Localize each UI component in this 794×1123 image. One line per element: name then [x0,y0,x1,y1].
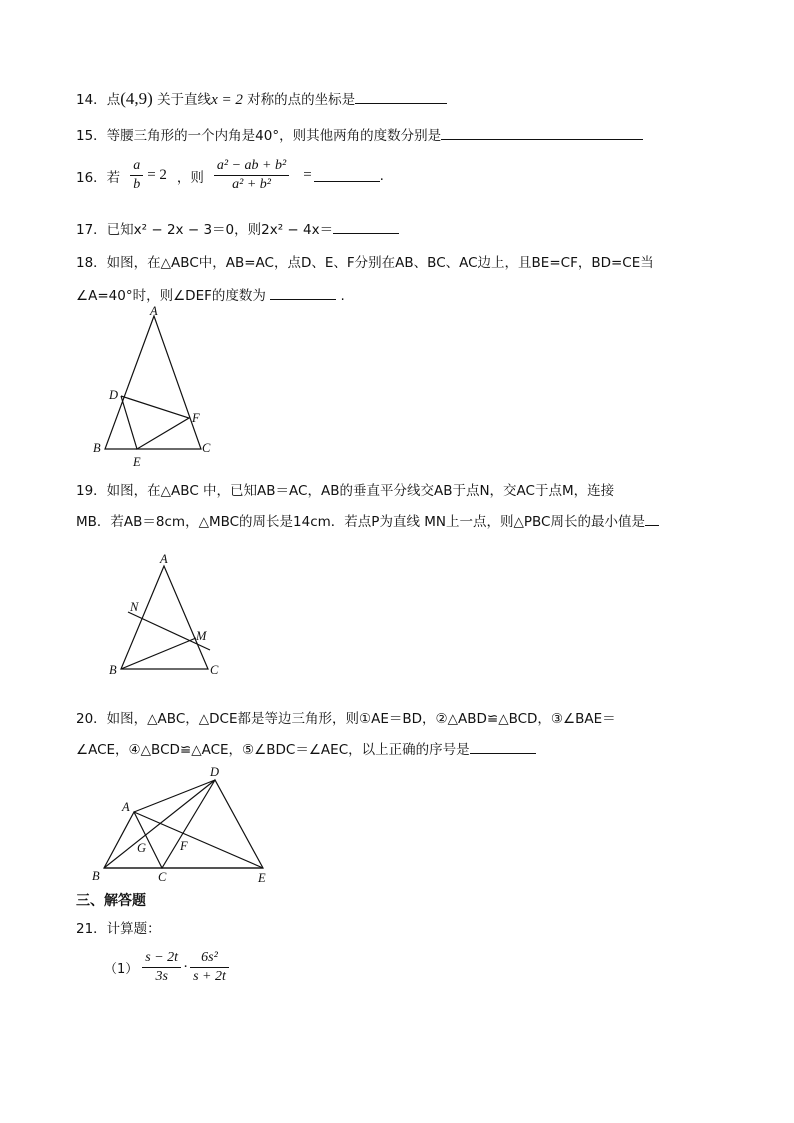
q14-text-3: 对称的点的坐标是 [247,92,356,108]
question-14 [76,88,447,109]
question-15 [76,124,643,144]
q15-text: 15．等腰三角形的一个内角是40°，则其他两角的度数分别是 [76,128,442,144]
q19-answer-blank[interactable] [645,513,659,526]
q18-text-1: 18．如图，在△ABC中，AB=AC，点D、E、F分别在AB、BC、AC边上，且BE=CF，BD=CE当 [76,255,654,271]
q16-frac2-denominator: a² + b² [232,177,271,192]
q16-equals: = [303,167,312,183]
q20-text-2: ∠ACE，④△BCD≌△ACE，⑤∠BDC＝∠AEC，以上正确的序号是 [76,742,470,758]
question-20-line-2 [76,738,536,758]
q18-label-f: F [192,411,200,425]
q20-label-c: C [158,870,167,884]
q20-label-g: G [137,841,147,855]
q20-figure [88,764,278,889]
q21-fraction-1 [142,950,181,985]
q19-figure [104,548,234,683]
question-18-line-1 [76,251,654,271]
q19-text-2: MB．若AB＝8cm，△MBC的周长是14cm．若点P为直线 MN上一点，则△PBC周长的最小值是 [76,514,645,530]
q18-label-b: B [93,441,101,455]
q20-text-1: 20．如图，△ABC，△DCE都是等边三角形，则①AE＝BD，②△ABD≌△BCD，③∠BAE＝ [76,711,616,727]
q16-text-1: 16．若 [76,169,121,186]
q19-label-m: M [196,629,207,643]
q18-figure [88,304,228,469]
q20-segment-ad [134,780,215,812]
q16-fraction-ab [130,158,143,193]
q16-fraction-expression [214,158,289,193]
q18-period: . [340,288,345,304]
q20-answer-blank[interactable] [470,741,536,754]
q14-equation: x = 2 [211,92,243,108]
q14-text-1: 点 [106,92,121,108]
q16-frac1-numerator: a [130,158,143,176]
question-20-line-1 [76,707,616,727]
q21-frac1-numerator: s − 2t [142,950,181,968]
q20-triangle-dce [162,780,263,868]
q18-answer-blank[interactable] [270,287,336,300]
q18-label-c: C [202,441,211,455]
q16-period: . [379,167,384,184]
q21-multiply-dot: · [183,959,189,975]
q18-label-e: E [133,455,141,469]
q21-part-1 [104,950,233,985]
q21-frac2-denominator: s + 2t [193,969,226,984]
q18-triangle-def [121,396,189,449]
q14-text-2: 关于直线 [157,92,212,108]
q19-label-b: B [109,663,117,677]
q19-label-n: N [130,600,139,614]
q16-equals-2: = 2 [147,167,167,183]
q18-label-a: A [150,304,158,318]
q14-number: 14． [76,92,107,108]
q20-segment-bd [104,780,215,868]
q19-label-c: C [210,663,219,677]
question-19-line-2 [76,510,659,530]
question-17 [76,218,399,238]
q20-segment-ae [134,812,263,868]
q16-text-2: ，则 [176,169,204,186]
q18-triangle-abc [105,316,201,449]
q19-label-a: A [160,552,168,566]
q20-label-a: A [122,800,130,814]
question-19-line-1 [76,479,614,499]
q21-part1-label: （1） [104,962,139,977]
q17-text: 17．已知x² − 2x − 3＝0，则2x² − 4x＝ [76,222,334,238]
q21-text: 21．计算题： [76,921,161,937]
q18-label-d: D [109,388,119,402]
q16-frac2-numerator: a² − ab + b² [214,158,289,176]
q17-answer-blank[interactable] [333,221,399,234]
q14-answer-blank[interactable] [355,91,447,104]
q14-point: (4,9) [120,89,153,108]
question-21 [76,917,161,937]
q15-answer-blank[interactable] [441,127,643,140]
q18-text-2: ∠A=40°时，则∠DEF的度数为 [76,288,266,304]
q19-triangle-abc [121,566,208,669]
q16-frac1-denominator: b [133,177,141,192]
question-16 [76,158,384,193]
q20-label-b: B [92,869,100,883]
q21-fraction-2 [190,950,229,985]
q20-label-f: F [180,839,188,853]
section-heading-answers: 三、解答题 [76,893,146,909]
q20-label-d: D [210,765,220,779]
q20-label-e: E [258,871,266,885]
q21-frac2-numerator: 6s² [190,950,229,968]
q19-text-1: 19．如图，在△ABC 中，已知AB＝AC，AB的垂直平分线交AB于点N，交AC于点M，连接 [76,483,615,499]
q21-frac1-denominator: 3s [155,969,168,984]
question-18-line-2 [76,284,345,304]
q16-answer-blank[interactable] [314,169,380,182]
